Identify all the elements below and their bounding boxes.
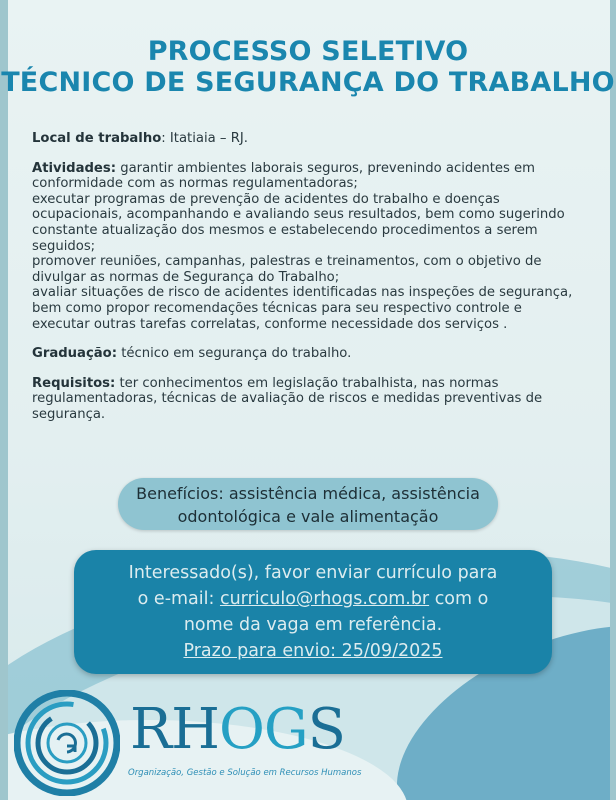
contact-line-3: nome da vaga em referência.: [183, 615, 443, 635]
benefits-line-1: Benefícios: assistência médica, assistência: [136, 484, 480, 503]
benefits-pill: [118, 478, 498, 530]
logo-text-c: S: [307, 697, 346, 762]
requisitos-value: ter conhecimentos em legislação trabalhista, nas normas regulamentadoras, técnicas de avaliação de riscos e medidas preventivas de segurança.: [32, 375, 543, 422]
local-label: Local de trabalho: [32, 131, 162, 146]
contact-email-suffix: com o: [429, 589, 489, 609]
logo-text-b: OG: [219, 697, 308, 762]
atividades-label: Atividades:: [32, 160, 116, 176]
contact-line-2: [74, 586, 552, 612]
atividade-item: promover reuniões, campanhas, palestras e treinamentos, com o objetivo de divulgar as normas de Segurança do Trabalho;: [32, 254, 542, 285]
contact-box: [74, 550, 552, 674]
logo-subtitle: Organização, Gestão e Solução em Recursos Humanos: [128, 768, 362, 778]
graduacao-section: [32, 346, 592, 362]
email-link[interactable]: curriculo@rhogs.com.br: [219, 589, 430, 609]
logo-wordmark: [130, 697, 346, 762]
requisitos-section: [32, 376, 592, 423]
deadline-text: Prazo para envio: 25/09/2025: [183, 641, 443, 661]
job-description: [32, 131, 592, 437]
page-title: [0, 36, 616, 98]
atividade-item: garantir ambientes laborais seguros, prevenindo acidentes em conformidade com as normas regulamentadoras;: [32, 160, 536, 192]
local-value: : Itatiaia – RJ.: [161, 131, 248, 146]
atividade-item: executar programas de prevenção de acidentes do trabalho e doenças ocupacionais, acompanhando e avaliando seus resultados, bem como sugerindo constante atualização dos mesmos e estabelecendo procedimentos a serem seguidos;: [32, 191, 565, 254]
title-line-2: TÉCNICO DE SEGURANÇA DO TRABALHO: [1, 67, 615, 98]
logo-text-a: RH: [130, 697, 219, 762]
title-line-1: PROCESSO SELETIVO: [147, 36, 469, 67]
contact-line-1: Interessado(s), favor enviar currículo para: [128, 563, 498, 583]
atividade-item: executar outras tarefas correlatas, conforme necessidade dos serviços .: [32, 316, 508, 332]
rhogs-logo-icon: [14, 690, 120, 796]
benefits-line-2: odontológica e vale alimentação: [177, 507, 439, 526]
atividade-item: avaliar situações de risco de acidentes identificadas nas inspeções de segurança, bem como propor recomendações técnicas para seu respectivo controle e: [32, 285, 573, 316]
contact-email-prefix: o e-mail:: [137, 589, 220, 609]
atividades-section: [32, 161, 592, 333]
requisitos-label: Requisitos:: [32, 375, 116, 391]
graduacao-value: técnico em segurança do trabalho.: [117, 346, 352, 362]
graduacao-label: Graduação:: [32, 346, 118, 362]
local-section: [32, 131, 592, 147]
